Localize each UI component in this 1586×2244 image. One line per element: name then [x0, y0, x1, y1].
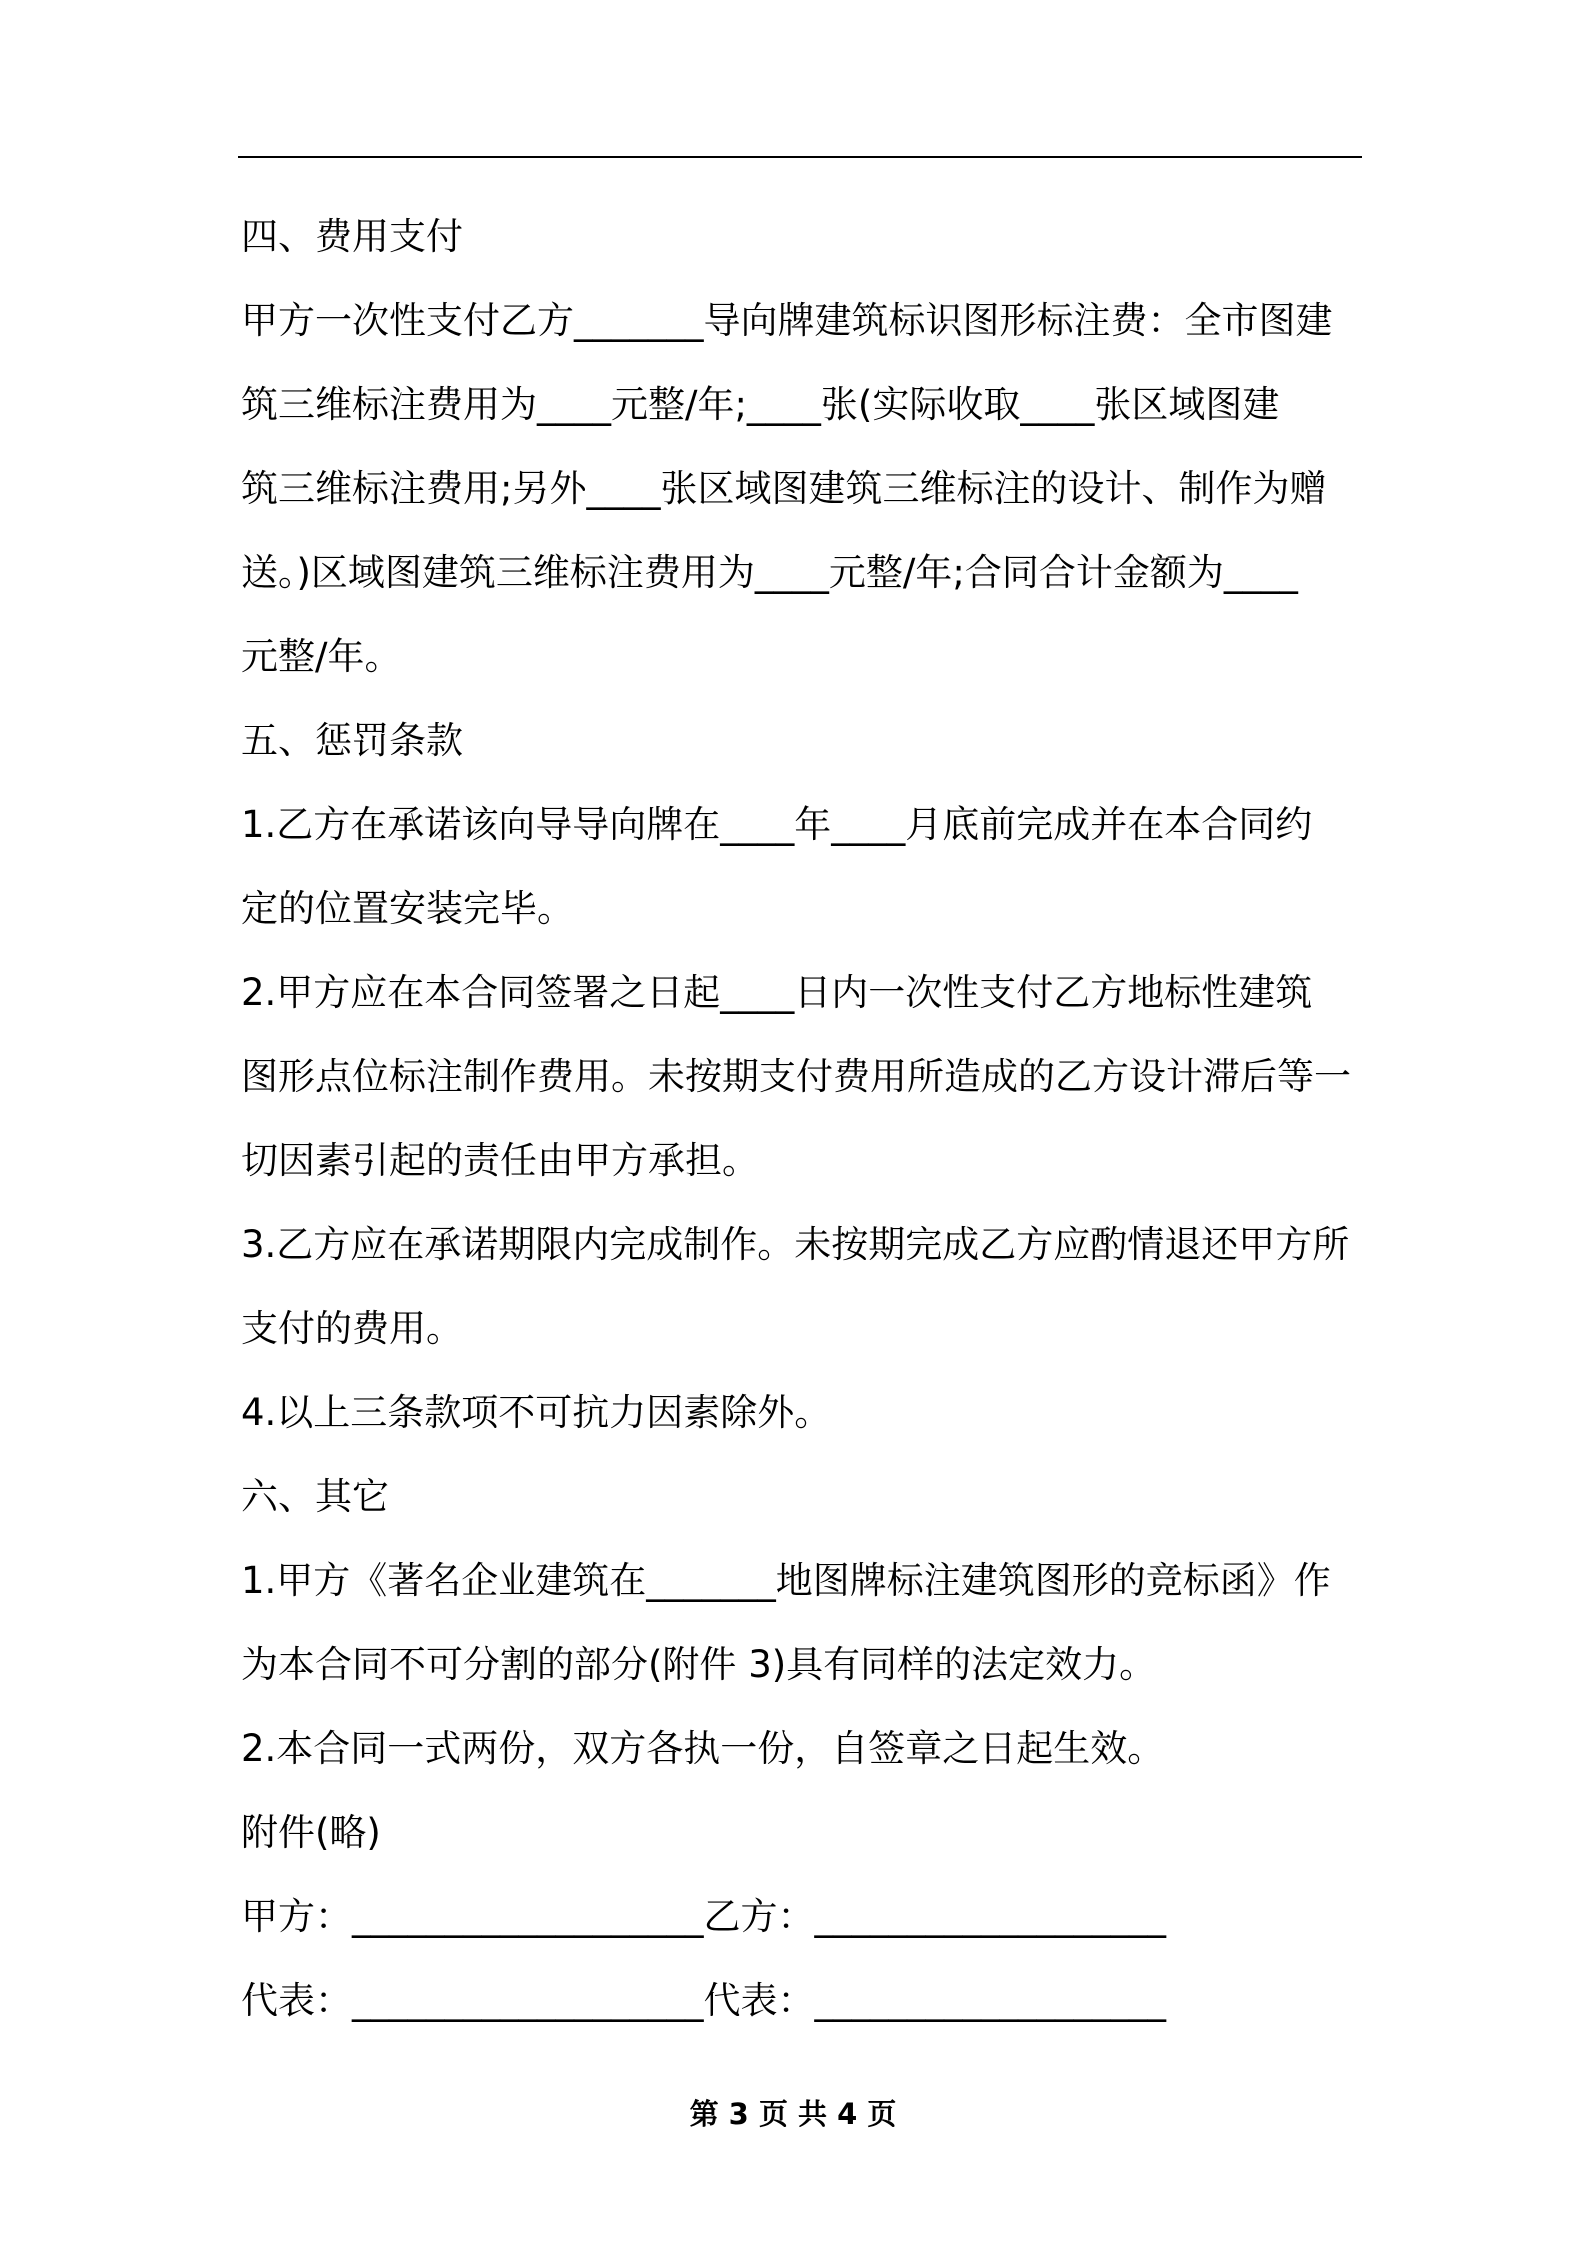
paragraph-line: 2.本合同一式两份，双方各执一份，自签章之日起生效。	[241, 1727, 1165, 1770]
paragraph-line: 为本合同不可分割的部分(附件 3)具有同样的法定效力。	[241, 1643, 1157, 1686]
paragraph-line: 3.乙方应在承诺期限内完成制作。未按期完成乙方应酌情退还甲方所	[241, 1223, 1350, 1266]
paragraph-line: 切因素引起的责任由甲方承担。	[241, 1139, 759, 1182]
page-number: 第 3 页 共 4 页	[689, 2097, 897, 2131]
signature-line-representatives: 代表：___________________代表：___________________	[241, 1979, 1166, 2022]
section-heading-other: 六、其它	[241, 1475, 389, 1518]
paragraph-line: 送。)区域图建筑三维标注费用为____元整/年;合同合计金额为____	[241, 551, 1298, 594]
paragraph-line: 2.甲方应在本合同签署之日起____日内一次性支付乙方地标性建筑	[241, 971, 1313, 1014]
paragraph-line: 支付的费用。	[241, 1307, 463, 1350]
paragraph-line: 1.乙方在承诺该向导导向牌在____年____月底前完成并在本合同约	[241, 803, 1313, 846]
signature-line-parties: 甲方：___________________乙方：___________________	[241, 1895, 1166, 1938]
attachment-note: 附件(略)	[241, 1811, 381, 1854]
header-rule	[238, 156, 1362, 158]
document-body	[241, 195, 1365, 2043]
section-heading-payment: 四、费用支付	[241, 215, 463, 258]
paragraph-line: 1.甲方《著名企业建筑在_______地图牌标注建筑图形的竞标函》作	[241, 1559, 1331, 1602]
paragraph-line: 筑三维标注费用;另外____张区域图建筑三维标注的设计、制作为赠	[241, 467, 1327, 510]
paragraph-line: 定的位置安装完毕。	[241, 887, 574, 930]
paragraph-line: 甲方一次性支付乙方_______导向牌建筑标识图形标注费：全市图建	[241, 299, 1333, 342]
paragraph-line: 筑三维标注费用为____元整/年;____张(实际收取____张区域图建	[241, 383, 1280, 426]
paragraph-line: 图形点位标注制作费用。未按期支付费用所造成的乙方设计滞后等一	[241, 1055, 1351, 1098]
paragraph-line: 元整/年。	[241, 635, 402, 678]
section-heading-penalty: 五、惩罚条款	[241, 719, 463, 762]
paragraph-line: 4.以上三条款项不可抗力因素除外。	[241, 1391, 832, 1434]
